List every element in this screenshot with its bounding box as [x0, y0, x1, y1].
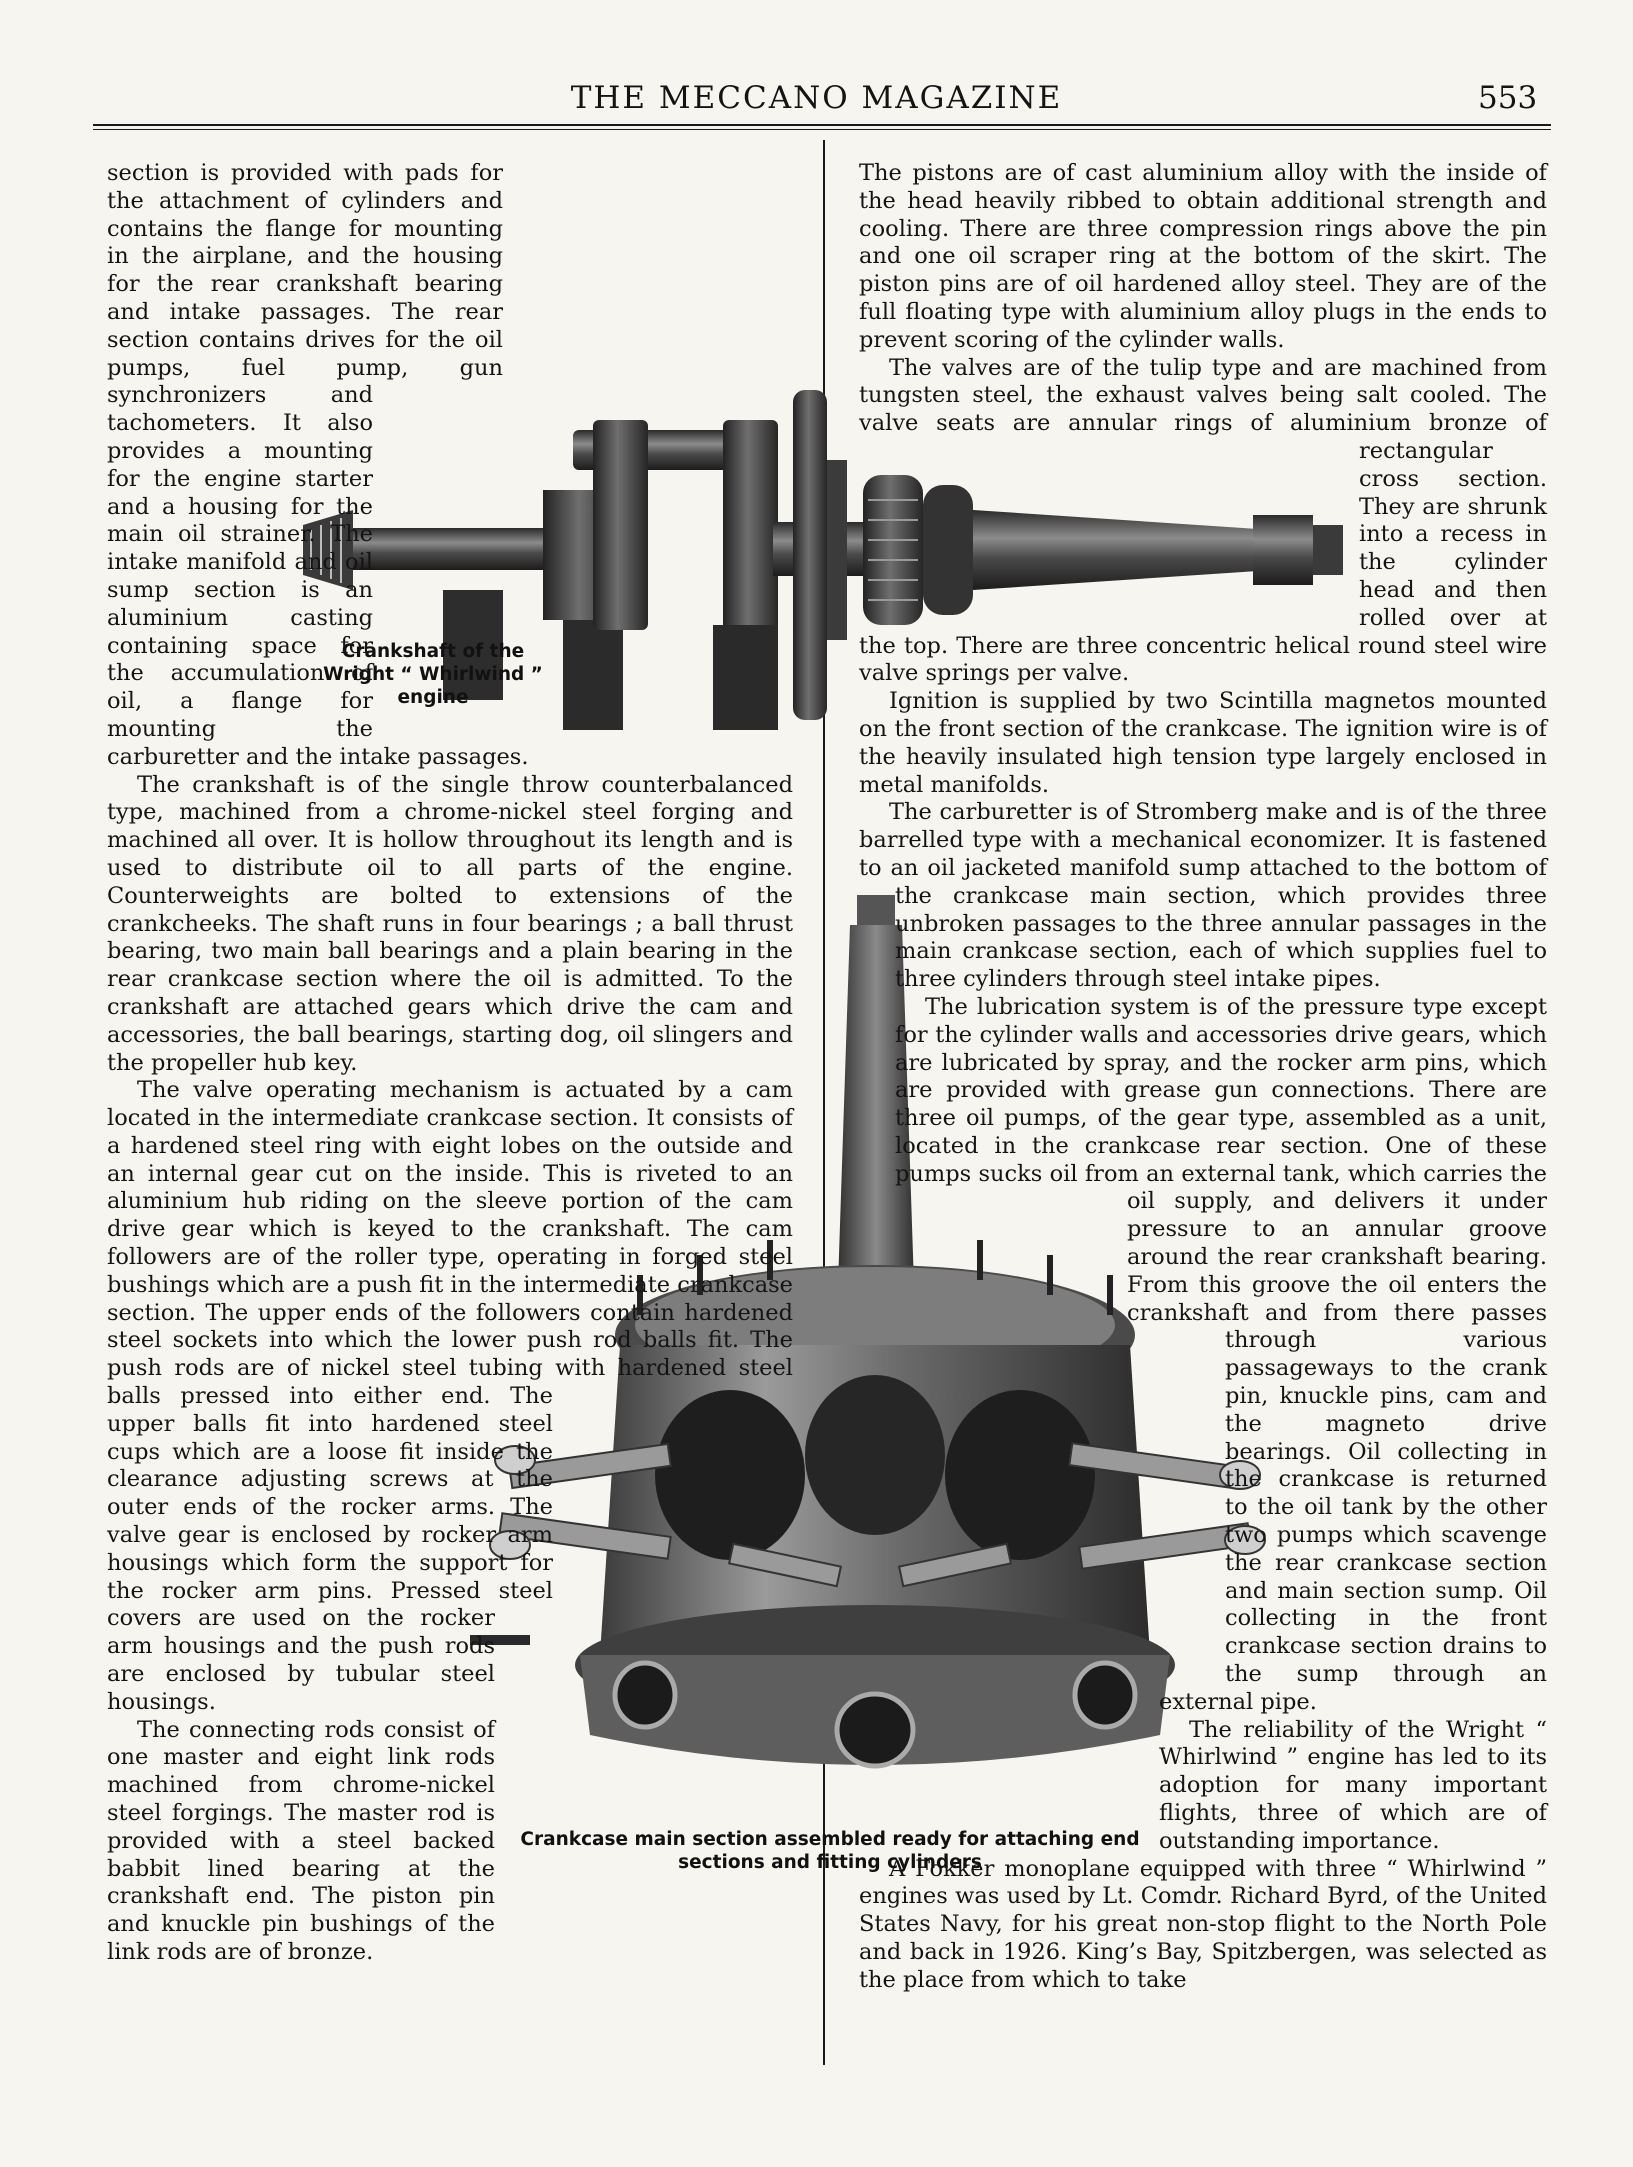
right-paragraph: The valves are of the tulip type and are machined from tungsten steel, the exhaust valves being salt cooled. The valve seats are annular rings of aluminium bronze of rectangular cross section. They are shrunk into a recess in the cylinder head and then rolled over at the top. There are three concentric helical round steel wire valve springs per valve.	[859, 354, 1547, 687]
header-rule-top	[93, 124, 1551, 126]
right-paragraph: The carburetter is of Stromberg make and is of the three barrelled type with a mechanical economizer. It is fastened to an oil jacketed manifold sump attached to the bottom of the crankcase main section, which provides three unbroken passages to the three annular passages in the main crankcase section, each of which supplies fuel to three cylinders through steel intake pipes.	[859, 799, 1547, 993]
crankshaft-caption: Crankshaft of the Wright “ Whirlwind ” engine	[323, 641, 543, 708]
crankcase-wrap-area-upper	[859, 1206, 1127, 1346]
left-paragraph: The valve operating mechanism is actuated by a cam located in the intermediate crankcase section. It consists of a hardened steel ring with eight lobes on the outside and an internal gear cut on the inside. This is riveted to an aluminium hub riding on the sleeve portion of the cam drive gear which is keyed to the crankshaft. The cam followers are of the roller type, operating in forged steel bushings which are a push fit in the intermediate crankcase section. The upper ends of the followers contain hardened steel sockets into which the lower push rod balls fit. The push rods are of nickel steel tubing with hardened steel balls pressed into either end. The upper balls fit into hardened steel cups which are a loose fit inside the clearance adjusting screws at the outer ends of the rocker arms. The valve gear is enclosed by rocker arm housings which form the support for the rocker arm pins. Pressed steel covers are used on the rocker arm housings and the push rods are enclosed by tubular steel housings.	[107, 1077, 793, 1715]
crankcase-wrap-area-middle	[859, 1346, 1225, 1676]
right-paragraph: The lubrication system is of the pressure type except for the cylinder walls and accessories drive gears, which are lubricated by spray, and the rocker arm pins, which are provided with grease gun connections. There are three oil pumps, of the gear type, assembled as a unit, located in the crankcase rear section. One of these pumps sucks oil from an external tank, which carries the oil supply, and delivers it under pressure to an annular groove around the rear crankshaft bearing. From this groove the oil enters the crankshaft and from there passes through various passageways to the crank pin, knuckle pins, cam and the magneto drive bearings. Oil collecting in the crankcase is returned to the oil tank by the other two pumps which scavenge the rear crankcase section and main section sump. Oil collecting in the front crankcase section drains to the sump through an external pipe.	[895, 993, 1547, 1715]
header-rule-bottom	[93, 129, 1551, 130]
crankcase-wrap-area-upper	[553, 1395, 793, 1625]
crankshaft-wrap-area-top	[503, 160, 793, 395]
crankcase-wrap-area-lower	[495, 1625, 793, 1980]
crankshaft-wrap-area	[373, 395, 793, 735]
right-paragraph: Ignition is supplied by two Scintilla magnetos mounted on the front section of the crankcase. The ignition wire is of the heavily insulated high tension type largely enclosed in metal manifolds.	[859, 688, 1547, 798]
left-paragraph: The connecting rods consist of one master and eight link rods machined from chrome-nickel steel forgings. The master rod is provided with a steel backed babbit lined bearing at the crankshaft end. The piston pin and knuckle pin bushings of the link rods are of bronze.	[107, 1716, 495, 1965]
right-paragraph: The reliability of the Wright “ Whirlwind ” engine has led to its adoption for many important flights, three of which are of outstanding importance.	[1159, 1716, 1547, 1854]
left-column	[107, 160, 793, 1980]
right-column	[859, 160, 1547, 1995]
right-paragraph: The pistons are of cast aluminium alloy with the inside of the head heavily ribbed to obtain additional strength and cooling. There are three compression rings above the pin and one oil scraper ring at the bottom of the skirt. The piston pins are of oil hardened alloy steel. They are of the full floating type with aluminium alloy plugs in the ends to prevent scoring of the cylinder walls.	[859, 160, 1547, 353]
page-number: 553	[1478, 80, 1538, 116]
crankcase-caption: Crankcase main section assembled ready for attaching end sections and fitting cylinders	[520, 1829, 1140, 1873]
crankcase-shaft-wrap-area	[859, 900, 895, 1206]
left-paragraph: The crankshaft is of the single throw counterbalanced type, machined from a chrome-nickel steel forging and machined all over. It is hollow throughout its length and is used to distribute oil to all parts of the engine. Counterweights are bolted to extensions of the crankcheeks. The shaft runs in four bearings ; a ball thrust bearing, two main ball bearings and a plain bearing in the rear crankcase section where the oil is admitted. To the crankshaft are attached gears which drive the cam and accessories, the ball bearings, starting dog, oil slingers and the propeller hub key.	[107, 771, 793, 1076]
crankshaft-wrap-area	[859, 440, 1359, 630]
crankcase-wrap-area-lower	[859, 1676, 1159, 1836]
page-header-title: THE MECCANO MAGAZINE	[570, 80, 1063, 116]
left-paragraph: section is provided with pads for the attachment of cylinders and contains the flange for mounting in the airplane, and the housing for the rear crankshaft bearing and intake passages. The rear section contains drives for the oil pumps, fuel pump, gun synchronizers and tachometers. It also provides a mounting for the engine starter and a housing for the main oil strainer. The intake manifold and oil sump section is an aluminium casting containing space for the accumulation of oil, a flange for mounting the carburetter and the intake passages.	[107, 160, 529, 770]
right-paragraph: A Fokker monoplane equipped with three “ Whirlwind ” engines was used by Lt. Comdr. Richard Byrd, of the United States Navy, for his great non-stop flight to the North Pole and back in 1926. King’s Bay, Spitzbergen, was selected as the place from which to take	[859, 1855, 1547, 1993]
